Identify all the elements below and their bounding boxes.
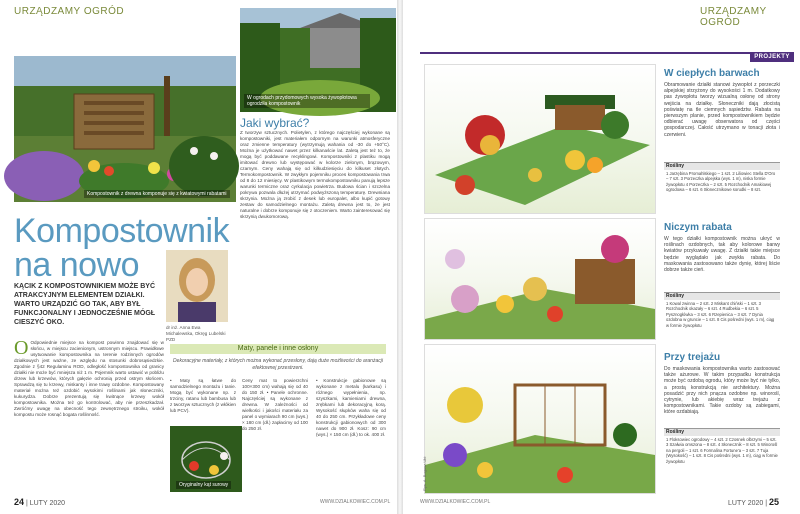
intro-text: Odpowiednie miejsce na kompost powinno znajdować się w słońcu, w miejscu zacienionym, ustronnym miejscu. Prawidłowe usytuowanie kompostownika na terenie rodzinnych ogrodów działkowych jest ważne, ze względu na stosunki dobrosąsiedzkie. Zgodnie z §42 Regulaminu ROD, odległość kompostownika od granicy działki nie może być mniejsza niż 1 m. Pojemnik warto ustawić w pobliżu drzew lub krzewów, których gałęzie ochronią przed ostrym słońcem. Sprawdzą się tu krzewy, miskanty i inne trawy ozdobne. Kompostowany materiał można też ozdobić wysokimi roślinami jak słoneczniki, kukurydza. Dobrze prezentują się kwitnące krzewy wokół kompostownika. Można też go kontrolować, aby nie przeszkadzał. Zwróćmy uwagę na obecność tego zewnętrznego stroiku, wokół kompostu może rosnąć bogata roślinność. (14, 340, 164, 417)
text-niczym-rabata: W tego działki kompostownik można ukryć w roślinach ozdobnych, tak aby kolorowe barwy kwiatów przykuwały uwagę. Z działki takie miejsce będzie wyglądało jak zwykła rabata. Do maskowania zastosowano także dynię, której liście dobrze także cień. (664, 236, 780, 274)
page-gutter (397, 0, 403, 514)
illustration-rabata (424, 218, 656, 340)
article-lead: KĄCIK Z KOMPOSTOWNIKIEM MOŻE BYĆ ATRAKCYJNYM ELEMENTEM DZIAŁKI. WARTO URZĄDZIĆ GO TAK, ABY BYŁ FUNKCJONALNY I JEDNOCZEŚNIE MÓGŁ CIESZYĆ OKO. (14, 283, 156, 326)
illustration-warm (424, 64, 656, 214)
projekty-rule (420, 52, 750, 54)
author-photo (166, 250, 228, 322)
intro-body (14, 337, 164, 418)
title-line-1: Kompostownik (14, 212, 230, 250)
maty-column-1: • Maty są łatwe do samodzielnego montażu i tanie. Mogą być wykonane np. z trzciny, ratanu lub bambusa lub z tworzyw sztucznych (z włókien lub PCV). (170, 378, 236, 413)
section-heading-jaki-wybrac: Jaki wybrać? (240, 116, 310, 130)
title-line-2: na nowo (14, 246, 140, 284)
illustration-warm-art (425, 65, 655, 213)
jaki-wybrac-text: Z tworzyw sztucznych. Polietylen, z którego najczęściej wykonane są kompostowniki, jest materiałem odpornym na warunki atmosferyczne oraz zmienne temperatury (wytrzymują wahania od -30 do +50°C). Można je użytkować nawet przez kilkanaście lat. Zaletą jest też to, że mogą być poddawane recyklingowi. Kompostowniki z plastiku mogą imitować drewno lub występować w kolorze zielonym, brązowym, czarnym. Ceny wahają się od kilkudziesięciu do kilkuset złotych. Termokompostownik. W zwykłym pojemniku proces kompostowania trwa od 8 do 12 miesięcy. W plastikowym termokompostowniku panują lepsze warunki termiczne oraz cyrkulacja powietrza. Budowa ścian i szczelna pokrywa pozwala dłużej utrzymać podwyższoną temperaturę. Drewniana skrzynia. Można ją zrobić z desek lub europalet, albo kupić gotowy zestaw do samodzielnego montażu. Zaletą drewna jest to, że jest naturalne i dobrze komponuje się z otoczeniem. Warto zainteresować się skrzynią dwukomorową. (240, 130, 390, 219)
site-url-left: WWW.DZIALKOWIEC.COM.PL (320, 499, 391, 505)
section-label: URZĄDZAMY OGRÓD (14, 6, 125, 17)
section-heading-maty: Maty, panele i inne osłony (170, 344, 386, 354)
page-number-right: LUTY 2020 | 25 (728, 497, 780, 507)
plants-list-1: Rośliny 1 Jarzębina Promahlskiego – 1 szt. 2 Liliowiec Stella D'Oro – 7 szt. 3 Porzeczka alpejska (wys. 1 m), niska formie żywopłotu 4 Porzeczka – 2 szt. 5 Rozchodnik Amakiowej ogrodowa – 6 szt. 6 Słonecznikowe sorudki – 8 szt. (664, 162, 780, 194)
maty-column-3: • Konstrukcje gabionowe są wykonane z metalu (karkasu) i różnego wypełnienia, np. szyszkami, kamieniami drewna, zrębkami lub dekoracyjną korą. Wysokość słupków waha się od 40 do 250 cm. Przykładowe ceny konstrukcji gabionowych od 300 nawet do 900 zł. Kosz: 90 cm (wys.) × 150 cm (dł.) to ok. 400 zł. (316, 378, 386, 437)
photo-caption-top: W ogrodach przydomowych wysoka żywopłotowa ogrodziła kompostownik (244, 94, 370, 108)
plants-list-3: Rośliny 1 Floksowiec ogrodowy – 4 szt. 2 Czosnek olbrzymi – 5 szt. 3 Szałwia omszona – 8 szt. 4 Słonecznik – 8 szt. 5 Winorośl na pergoli – 1 szt. 6 Formalina Fortune'a – 3 szt. 7 Tuja (Wysokość) – 1 szt. 8 Cis pośredni (wys. 1 m), ciąg w formie żywopłotu (664, 428, 780, 465)
text-przy-trejazu: Do maskowania kompostownika warto zastosować także ażurowe. W takim przypadku konstrukcja może być ozdobą ogrodu, który może być nie tylko, a prostą konstrukcją nie architektury. Można posadzić przy nich pnącza ozdobne np. winorośl, cytrynie, lub akiebię wraz trejażu z kompostownikami. Takie ozdoby są zabiegami, które ozdabiają. (664, 366, 780, 416)
page-number-left: 24 | LUTY 2020 (14, 497, 66, 507)
text-cieple-barwy: Obramowanie działki stanowi żywopłot z porzeczki alpejskiej strzyżony do wysokości 1 m. Dodatkowy pas żywopłotu tworzy wizualną osłonę od strony wejścia na działkę. Słoneczniki dają złocistą poświatę na tle ciemnych sąsiedztw. Rabata na pierwszym planie, przed kompostownikiem będzie odbierać uwagę obserwatora od części gospodarczej. Całość utrzymano w tonacji złota i czerwieni. (664, 82, 780, 138)
heading-przy-trejazu: Przy trejażu (664, 352, 721, 363)
author-name: dr inż. Anna Ewa Michalewska, Okręg Lubelski PZD (166, 325, 226, 342)
maty-intro: Dekoracyjne materiały, z których można wykonać przesłony, dają duże możliwości do aranżacji efektownej przestrzeni. (173, 358, 383, 371)
hedge-photo (240, 8, 396, 112)
plants-list-2: Rośliny 1 Kowal zwinna – 2 szt. 2 Miskant chiński – 1 szt. 3 Rozchodnik okazały – 6 szt. 4 Rudbekia – 6 szt. 5 Pysznogłówka – 3 szt. 6 Rzepienica – 3 szt. 7 Dynia ozdobna w gruncie – 1 szt. 8 Cis pośredni (wys. 1 m), ciąg w formie żywopłotu (664, 292, 780, 329)
illustration-rabata-art (425, 219, 655, 339)
photo-caption: Kompostownik z drewna komponuje się z kwiatowymi rabatami (84, 190, 230, 198)
compost-caption: Oryginalny kąt surowy (176, 481, 231, 489)
site-url-right: WWW.DZIALKOWIEC.COM.PL (420, 499, 491, 505)
maty-column-2: Ceny mat to powierzchni 100×300 cm) wahają się od 40 do 150 zł. • Panele ochronne. Najczęściej są wykonane z drewna. W zależności od wielkości i jakości materiału za panel o wymiarach 90 cm (wys.) × 180 cm (dł.) zapłacimy od 100 do 250 zł. (242, 378, 308, 431)
illustration-trejaz-art (425, 345, 655, 493)
drop-cap: O (14, 337, 29, 359)
heading-niczym-rabata: Niczym rabata (664, 222, 732, 233)
illustration-credit: Rys. A. Bogusz-Ułó (422, 456, 427, 491)
compost-photo (170, 426, 242, 492)
garden-photo-art (14, 56, 236, 202)
author-photo-art (166, 250, 228, 322)
left-page (0, 0, 398, 514)
heading-cieple-barwy: W ciepłych barwach (664, 68, 760, 79)
illustration-trejaz (424, 344, 656, 494)
section-label-right: URZĄDZAMY OGRÓD (700, 6, 767, 28)
garden-photo (14, 56, 236, 202)
projekty-badge: PROJEKTY (750, 52, 794, 62)
